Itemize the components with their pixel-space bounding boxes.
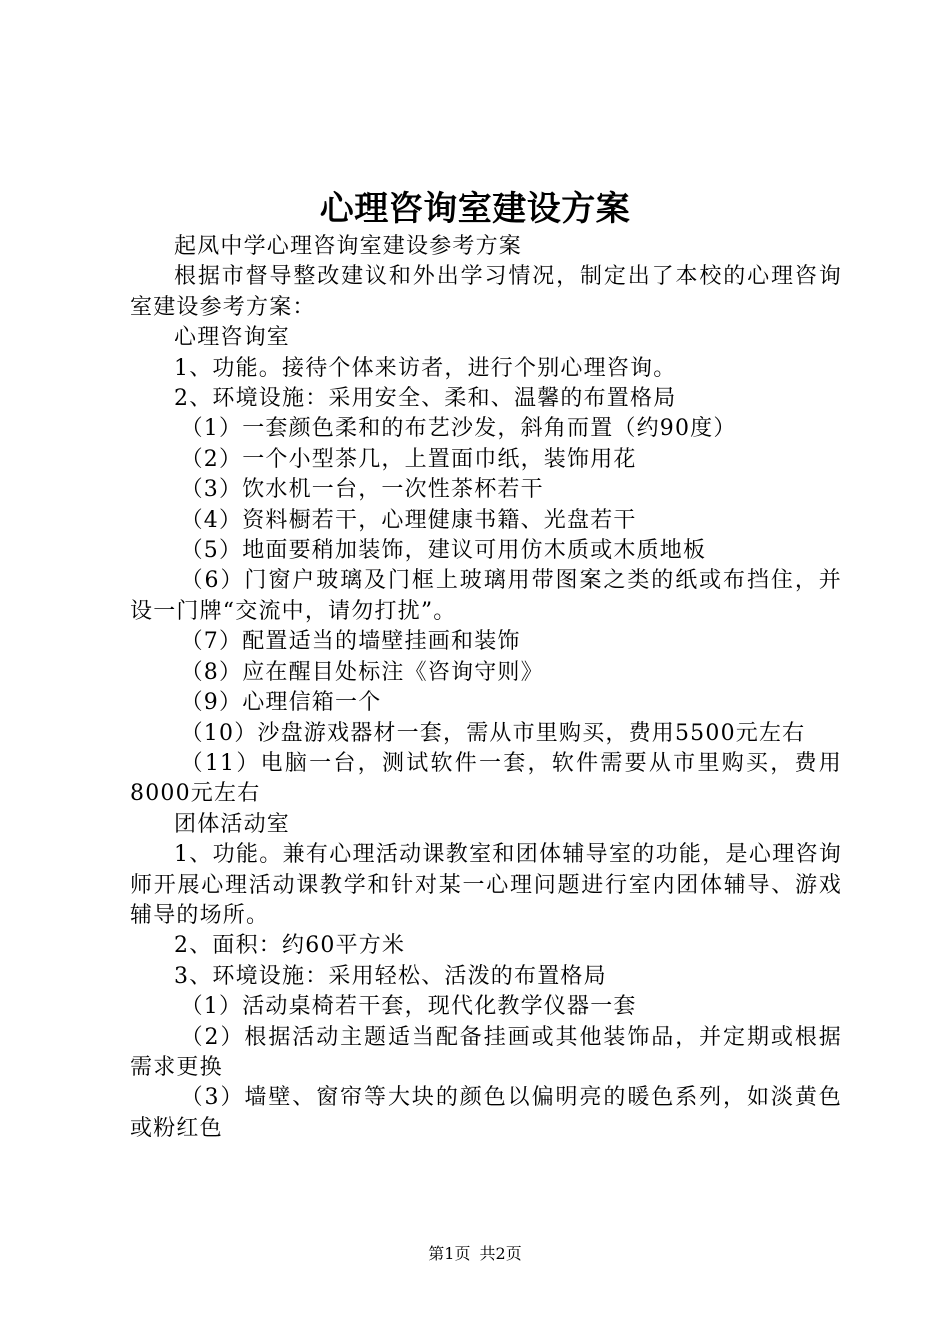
list-item: （4）资料橱若干，心理健康书籍、光盘若干 [180, 507, 637, 533]
paragraph-function: 1、功能。接待个体来访者，进行个别心理咨询。 [174, 355, 677, 381]
list-item: （8）应在醒目处标注《咨询守则》 [180, 659, 544, 685]
paragraph-intro: 根据市督导整改建议和外出学习情况，制定出了本校的心理咨询室建设参考方案： [130, 264, 842, 320]
page-total: 共2页 [479, 1244, 522, 1263]
list-item: （3）饮水机一台，一次性茶杯若干 [180, 477, 544, 503]
list-item: （9）心理信箱一个 [180, 690, 382, 716]
list-item: （3）墙壁、窗帘等大块的颜色以偏明亮的暖色系列，如淡黄色或粉红色 [130, 1085, 842, 1141]
paragraph-subtitle: 起凤中学心理咨询室建设参考方案 [174, 234, 523, 259]
list-item: （7）配置适当的墙壁挂画和装饰 [180, 629, 521, 655]
list-item: （10）沙盘游戏器材一套，需从市里购买，费用5500元左右 [180, 720, 806, 746]
paragraph-group-function: 1、功能。兼有心理活动课教室和团体辅导室的功能，是心理咨询师开展心理活动课教学和针对某一心理问题进行室内团体辅导、游戏辅导的场所。 [130, 842, 842, 928]
paragraph-facilities: 2、环境设施：采用安全、柔和、温馨的布置格局 [174, 386, 677, 412]
section-heading-counseling-room: 心理咨询室 [174, 325, 291, 351]
paragraph-group-facilities: 3、环境设施：采用轻松、活泼的布置格局 [174, 963, 607, 989]
page-number: 第1页 [428, 1244, 471, 1263]
section-heading-group-room: 团体活动室 [174, 811, 291, 837]
list-item: （1）一套颜色柔和的布艺沙发，斜角而置（约90度） [180, 416, 737, 442]
list-item: （11）电脑一台，测试软件一套，软件需要从市里购买，费用8000元左右 [130, 750, 842, 807]
list-item: （1）活动桌椅若干套，现代化教学仪器一套 [180, 994, 637, 1020]
list-item: （5）地面要稍加装饰，建议可用仿木质或木质地板 [180, 538, 707, 564]
list-item: （2）一个小型茶几，上置面巾纸，装饰用花 [180, 446, 637, 472]
list-item: （6）门窗户玻璃及门框上玻璃用带图案之类的纸或布挡住，并设一门牌“交流中，请勿打扰”。 [130, 568, 842, 624]
page-footer [0, 1242, 950, 1266]
list-item: （2）根据活动主题适当配备挂画或其他装饰品，并定期或根据需求更换 [130, 1024, 842, 1080]
paragraph-area: 2、面积：约60平方米 [174, 933, 406, 959]
document-title: 心理咨询室建设方案 [319, 189, 631, 229]
document-body [130, 232, 842, 1144]
